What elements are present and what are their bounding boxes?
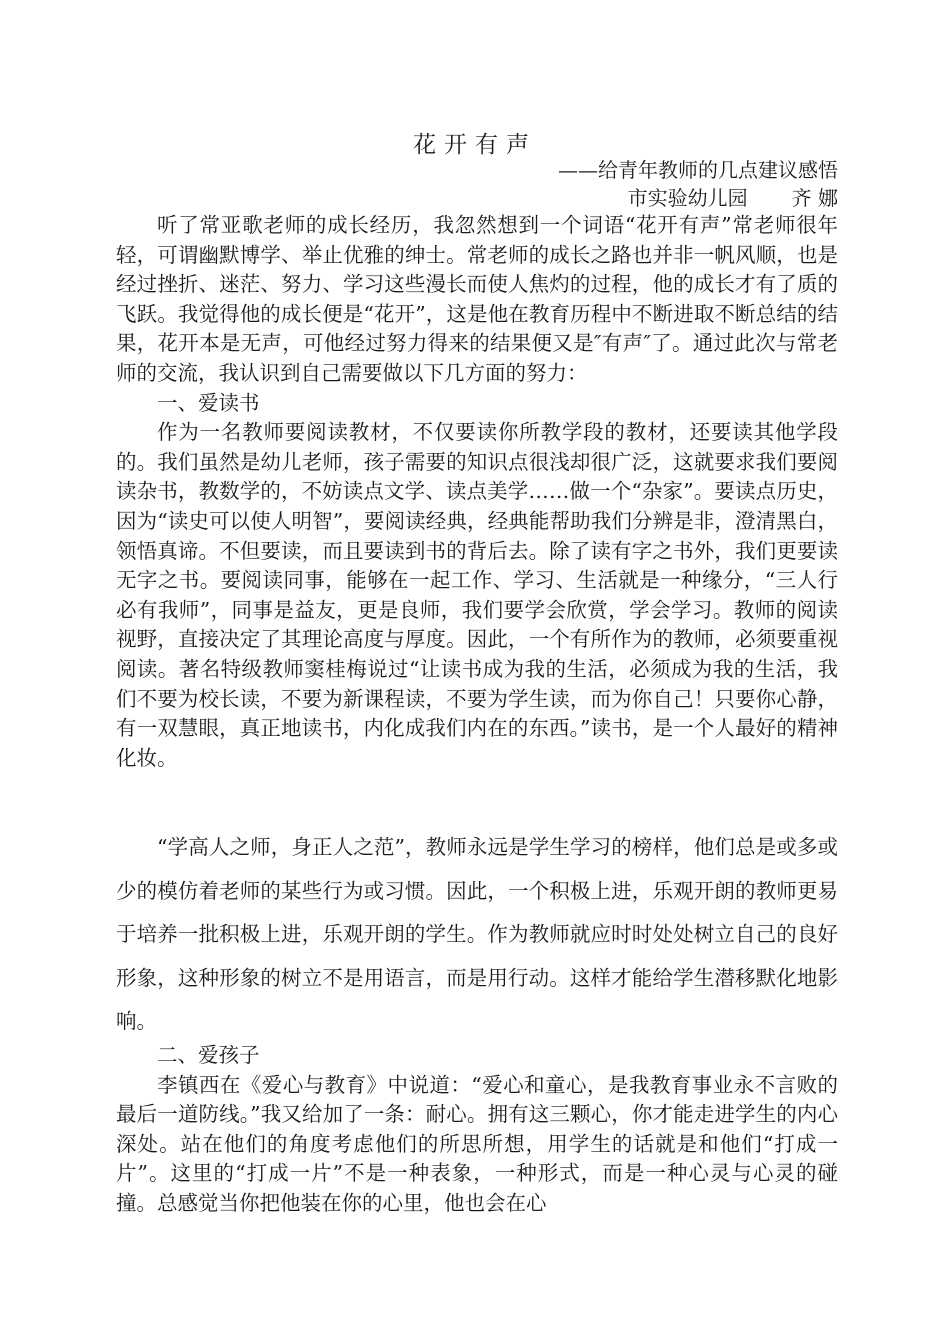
body-section-2: [116, 826, 838, 1044]
body-section-3: [116, 1041, 838, 1219]
intro-paragraph: 听了常亚歌老师的成长经历，我忽然想到一个词语“花开有声”常老师很年轻，可谓幽默博学、举止优雅的绅士。常老师的成长之路也并非一帆风顺，也是经过挫折、迷茫、努力、学习这些漫长而使人焦灼的过程，他的成长才有了质的飞跃。我觉得他的成长便是“花开”，这是他在教育历程中不断进取不断总结的结果，花开本是无声，可他经过努力得来的结果便又是″有声″了。通过此次与常老师的交流，我认识到自己需要做以下几方面的努力：: [116, 213, 838, 385]
author-name: 齐 娜: [791, 186, 838, 210]
section-2-heading: 二、爱孩子: [157, 1043, 260, 1067]
role-model-paragraph: “学高人之师，身正人之范”，教师永远是学生学习的榜样，他们总是或多或少的模仿着老师的某些行为或习惯。因此，一个积极上进，乐观开朗的教师更易于培养一批积极上进，乐观开朗的学生。作为教师就应时时处处树立自己的良好形象，这种形象的树立不是用语言，而是用行动。这样才能给学生潜移默化地影响。: [116, 835, 838, 1033]
body-section-1: [116, 211, 838, 773]
author-organization: 市实验幼儿园: [627, 186, 748, 210]
document-title: 花开有声: [413, 132, 537, 158]
author-line: [628, 184, 838, 212]
section-1-paragraph: 作为一名教师要阅读教材，不仅要读你所教学段的教材，还要读其他学段的。我们虽然是幼儿老师，孩子需要的知识点很浅却很广泛，这就要求我们要阅读杂书，教数学的，不妨读点文学、读点美学……做一个“杂家”。要读点历史，因为“读史可以使人明智”，要阅读经典，经典能帮助我们分辨是非，澄清黑白，领悟真谛。不但要读，而且要读到书的背后去。除了读有字之书外，我们更要读无字之书。要阅读同事，能够在一起工作、学习、生活就是一种缘分，“三人行必有我师”，同事是益友，更是良师，我们要学会欣赏，学会学习。教师的阅读视野，直接决定了其理论高度与厚度。因此，一个有所作为的教师，必须要重视阅读。著名特级教师窦桂梅说过“让读书成为我的生活，必须成为我的生活，我们不要为校长读，不要为新课程读，不要为学生读，而为你自己！只要你心静，有一双慧眼，真正地读书，内化成我们内在的东西。”读书，是一个人最好的精神化妆。: [116, 420, 838, 770]
document-subtitle: ——给青年教师的几点建议感悟: [558, 158, 838, 182]
section-1-heading: 一、爱读书: [157, 390, 260, 415]
section-2-paragraph: 李镇西在《爱心与教育》中说道：“爱心和童心，是我教育事业永不言败的最后一道防线。”我又给加了一条：耐心。拥有这三颗心，你才能走进学生的内心深处。站在他们的角度考虑他们的所思所想，用学生的话就是和他们“打成一片”。这里的“打成一片”不是一种表象，一种形式，而是一种心灵与心灵的碰撞。总感觉当你把他装在你的心里，他也会在心: [116, 1072, 838, 1215]
